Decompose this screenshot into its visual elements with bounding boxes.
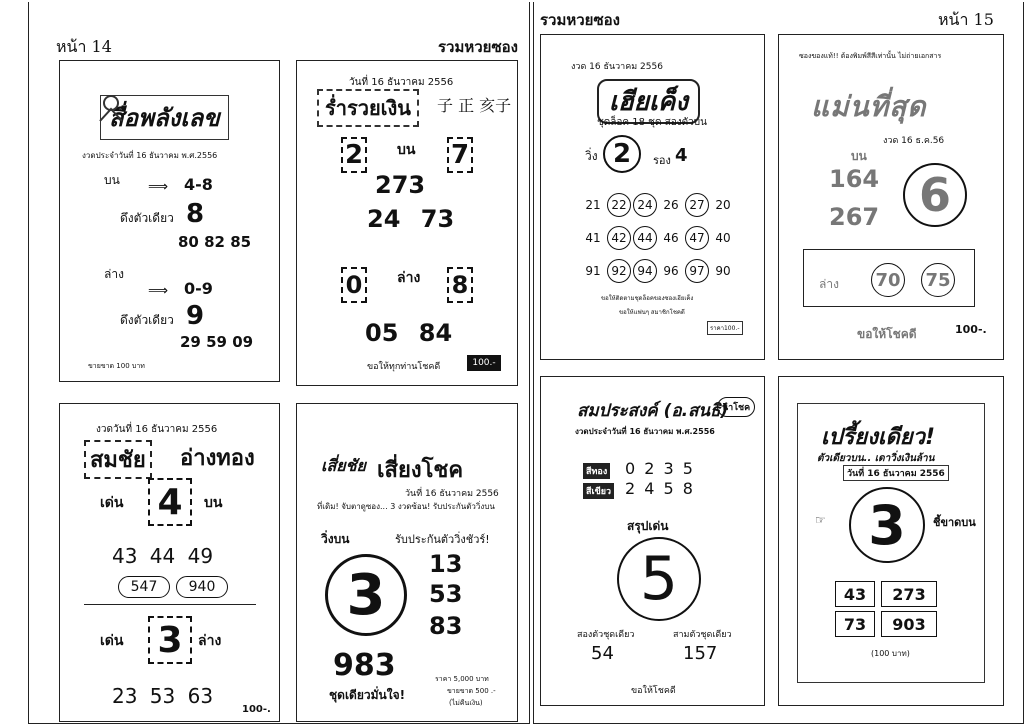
top-label: บน	[397, 142, 416, 158]
grid-number: 42	[607, 226, 631, 250]
big-digit: 3	[325, 554, 407, 636]
top-digit: 4	[148, 478, 192, 526]
chinese-characters: 子 正 亥子	[437, 96, 512, 115]
pill-number-a: 547	[118, 576, 170, 598]
card-date: งวดประจำวันที่ 16 ธันวาคม พ.ศ.2556	[82, 151, 218, 160]
number-3: 73	[835, 611, 875, 637]
price-line-1: ราคา 5,000 บาท	[435, 675, 489, 683]
divider	[84, 604, 256, 605]
grid-number: 41	[585, 231, 601, 245]
price: 100-.	[955, 323, 987, 336]
bottom-number-a: 70	[871, 263, 905, 297]
price-badge: 100.-	[467, 355, 501, 371]
grid-number: 26	[663, 198, 679, 212]
cupid-icon	[94, 91, 128, 125]
title-a: สมชัย	[84, 440, 152, 479]
price-line-2: ขายขาด 500 .-	[447, 687, 496, 695]
lottery-card-ramruayngoen	[296, 60, 518, 386]
card-date: วันที่ 16 ธันวาคม 2556	[349, 77, 454, 88]
number-2: 273	[881, 581, 937, 607]
card-title: สมประสงค์ (อ.สนธิ)	[577, 401, 729, 421]
number-3: 83	[429, 612, 463, 640]
card-date: งวด 16 ธันวาคม 2556	[571, 62, 663, 72]
number-grid	[581, 193, 741, 293]
run-digit: 2	[603, 135, 641, 173]
guarantee: รับประกันตัววิ่งชัวร์!	[395, 533, 490, 546]
card-date: วันที่ 16 ธันวาคม 2556	[405, 489, 499, 499]
single-label-top: ดึงตัวเดียว	[120, 211, 174, 225]
pointing-hand-icon: ☞	[815, 513, 826, 527]
second-digit: 4	[675, 145, 688, 166]
left-page-title: รวมหวยซอง	[438, 38, 518, 56]
tag-badge: นำโชค	[717, 397, 755, 417]
arrow-icon: ⟹	[148, 283, 169, 299]
grid-number: 20	[715, 198, 731, 212]
right-page-number: หน้า 15	[938, 10, 994, 29]
lottery-card-siachai	[296, 403, 518, 722]
card-date: วันที่ 16 ธันวาคม 2556	[843, 465, 949, 481]
number-1: 13	[429, 550, 463, 578]
card-subtitle: ชุดล็อค 18 ชุด สองตัวบน	[597, 117, 707, 128]
bottom-number-b: 75	[921, 263, 955, 297]
top-notice: ซองของแท้!! ต้องพิมพ์สีสีเท่านั้น ไม่ถ่ายเอกสาร	[799, 52, 942, 60]
lottery-card-suepalanglek	[59, 60, 280, 382]
wish-text: ขอให้ทุกท่านโชคดี	[367, 362, 441, 372]
price-tag: ราคา100.-	[707, 321, 743, 335]
gold-label: สีทอง	[583, 463, 610, 479]
number-1: 43	[835, 581, 875, 607]
bottom-numbers: 23 53 63	[112, 684, 214, 708]
two-digit-value: 54	[591, 643, 614, 664]
single-bottom-digit: 9	[186, 301, 205, 331]
grid-number: 27	[685, 193, 709, 217]
big-digit: 6	[903, 163, 967, 227]
bottom-pair: 05 84	[365, 319, 453, 347]
three-digit-a: 164	[829, 165, 880, 193]
lottery-card-hiakeng	[540, 34, 765, 360]
green-label: สีเขียว	[583, 483, 614, 499]
card-title: สื่อพลังเลข	[100, 95, 229, 140]
card-date: งวดวันที่ 16 ธันวาคม 2556	[96, 424, 218, 435]
three-digit: 983	[333, 648, 396, 683]
top-label: บน	[104, 173, 120, 187]
price-line-3: (ไม่คืนเงิน)	[449, 699, 483, 707]
lottery-card-maentisud	[778, 34, 1004, 360]
top-left-digit: 2	[341, 137, 367, 173]
wish-text: ขอให้โชคดี	[631, 686, 676, 696]
grid-number: 22	[607, 193, 631, 217]
grid-number: 96	[663, 264, 679, 278]
top-numbers: 43 44 49	[112, 544, 214, 568]
grid-number: 40	[715, 231, 731, 245]
run-label: วิ่งบน	[321, 532, 350, 546]
card-date: งวดประจำวันที่ 16 ธันวาคม พ.ศ.2556	[575, 427, 715, 436]
grid-number: 91	[585, 264, 601, 278]
bottom-label: ล่าง	[198, 633, 222, 649]
grid-number: 47	[685, 226, 709, 250]
title-a: เสี่ยชัย	[321, 456, 366, 475]
grid-number: 92	[607, 259, 631, 283]
grid-number: 97	[685, 259, 709, 283]
bottom-label: ล่าง	[397, 270, 421, 286]
green-numbers: 2 4 5 8	[625, 479, 695, 498]
bottom-numbers: 29 59 09	[180, 333, 254, 351]
top-pair: 4-8	[184, 175, 213, 194]
side-label: ชี้ขาดบน	[933, 516, 976, 529]
lottery-card-priangdiao	[778, 376, 1004, 706]
big-digit: 5	[617, 537, 701, 621]
top-numbers: 80 82 85	[178, 233, 252, 251]
card-title: ร่ำรวยเงิน	[317, 89, 419, 127]
two-digit-pair: 24 73	[367, 205, 455, 233]
grid-number: 24	[633, 193, 657, 217]
three-digit: 273	[375, 171, 426, 199]
price: 100-.	[242, 704, 271, 715]
card-date: งวด 16 ธ.ค.56	[883, 136, 945, 146]
card-price: ขายขาด 100 บาท	[88, 362, 145, 370]
second-label: รอง	[653, 154, 671, 167]
card-subtitle: ตัวเดียวบน.. เดาวิ่งเงินล้าน	[817, 453, 935, 464]
bottom-label: ล่าง	[819, 277, 839, 291]
bottom-label: ล่าง	[104, 267, 124, 281]
card-title: เฮียเค็ง	[597, 79, 700, 124]
grid-number: 44	[633, 226, 657, 250]
price: (100 บาท)	[871, 649, 910, 658]
number-2: 53	[429, 580, 463, 608]
top-lead: เด่น	[100, 495, 124, 511]
title-b: เสี่ยงโชค	[377, 458, 464, 483]
lottery-card-somchai	[59, 403, 280, 722]
top-right-digit: 7	[447, 137, 473, 173]
bottom-digit: 3	[148, 616, 192, 664]
big-digit: 3	[849, 487, 925, 563]
left-page-number: หน้า 14	[56, 37, 112, 56]
gold-numbers: 0 2 3 5	[625, 459, 695, 478]
top-label: บน	[851, 149, 867, 163]
note-1: ขอให้ติดตามชุดล็อคของซองเฮียเค็ง	[601, 295, 694, 302]
top-label: บน	[204, 495, 223, 511]
grid-number: 90	[715, 264, 731, 278]
tagline: ที่เดิม! จับตาดูซอง... 3 งวดซ้อน! รับประกันตัววิ่งบน	[317, 502, 495, 511]
single-label-bottom: ดึงตัวเดียว	[120, 313, 174, 327]
card-title: เปรี้ยงเดียว!	[821, 425, 936, 450]
arrow-icon: ⟹	[148, 179, 169, 195]
three-digit-value: 157	[683, 643, 718, 664]
run-label: วิ่ง	[585, 149, 598, 163]
bottom-pair: 0-9	[184, 279, 213, 298]
grid-number: 46	[663, 231, 679, 245]
note-2: ขอให้แฟนๆ สมาชิกโชคดี	[619, 309, 685, 316]
wish-text: ขอให้โชคดี	[857, 327, 917, 341]
bottom-lead: เด่น	[100, 633, 124, 649]
number-4: 903	[881, 611, 937, 637]
pill-number-b: 940	[176, 576, 228, 598]
single-top-digit: 8	[186, 199, 205, 229]
grid-number: 94	[633, 259, 657, 283]
right-page-title: รวมหวยซอง	[540, 11, 620, 29]
slogan: ชุดเดียวมั่นใจ!	[329, 688, 406, 702]
summary-label: สรุปเด่น	[627, 519, 669, 533]
bottom-left-digit: 0	[341, 267, 367, 303]
card-title: แม่นที่สุด	[811, 90, 927, 123]
three-digit-label: สามตัวชุดเดียว	[673, 630, 732, 640]
lottery-card-somprasong	[540, 376, 765, 706]
two-digit-label: สองตัวชุดเดียว	[577, 630, 635, 640]
three-digit-b: 267	[829, 203, 880, 231]
grid-number: 21	[585, 198, 601, 212]
title-b: อ่างทอง	[180, 446, 255, 471]
bottom-right-digit: 8	[447, 267, 473, 303]
